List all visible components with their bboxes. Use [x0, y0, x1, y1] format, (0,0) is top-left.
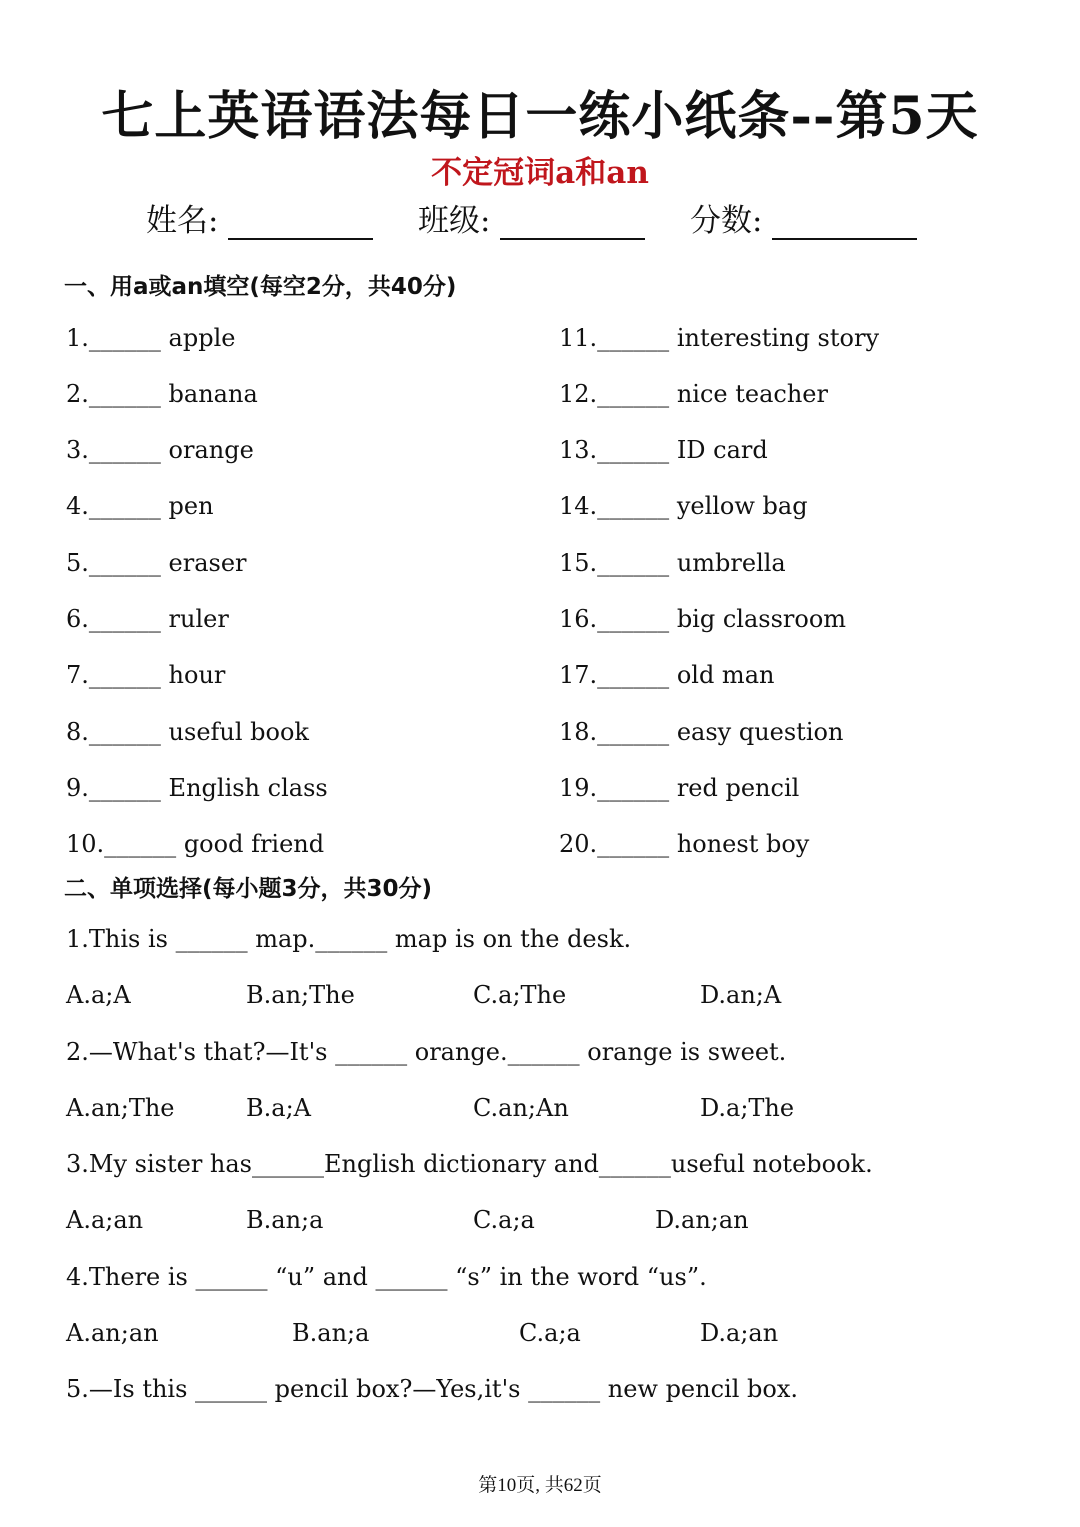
fill-item-3[interactable]: 3.______ orange — [66, 436, 254, 464]
mc-option[interactable]: D.a;The — [700, 1094, 795, 1122]
mc-question-3: 3.My sister has______English dictionary and______useful notebook. — [66, 1150, 873, 1178]
name-line[interactable] — [228, 210, 373, 240]
section2-heading: 二、单项选择(每小题3分，共30分) — [64, 876, 433, 902]
mc-option[interactable]: D.a;an — [700, 1319, 779, 1347]
fill-item-8[interactable]: 8.______ useful book — [66, 718, 309, 746]
mc-option[interactable]: B.a;A — [246, 1094, 311, 1122]
mc-option[interactable]: C.a;The — [473, 981, 567, 1009]
class-line[interactable] — [500, 210, 645, 240]
mc-option[interactable]: B.an;The — [246, 981, 355, 1009]
page-title: 七上英语语法每日一练小纸条--第5天 — [101, 86, 979, 147]
fill-item-18[interactable]: 18.______ easy question — [559, 718, 844, 746]
mc-question-2: 2.—What's that?—It's ______ orange.______ orange is sweet. — [66, 1038, 787, 1066]
class-label: 班级: — [418, 203, 491, 239]
mc-option[interactable]: D.an;A — [700, 981, 782, 1009]
score-label: 分数: — [690, 203, 763, 239]
fill-item-14[interactable]: 14.______ yellow bag — [559, 492, 808, 520]
mc-option[interactable]: A.a;A — [66, 981, 131, 1009]
score-line[interactable] — [772, 210, 917, 240]
fill-item-11[interactable]: 11.______ interesting story — [559, 324, 879, 352]
mc-option[interactable]: D.an;an — [655, 1206, 749, 1234]
score-field[interactable] — [690, 195, 917, 240]
fill-item-2[interactable]: 2.______ banana — [66, 380, 258, 408]
fill-item-12[interactable]: 12.______ nice teacher — [559, 380, 828, 408]
mc-option[interactable]: B.an;a — [292, 1319, 370, 1347]
page-subtitle: 不定冠词a和an — [431, 155, 649, 191]
mc-question-4: 4.There is ______ “u” and ______ “s” in the word “us”. — [66, 1263, 707, 1291]
fill-item-20[interactable]: 20.______ honest boy — [559, 830, 810, 858]
mc-option[interactable]: A.a;an — [66, 1206, 144, 1234]
fill-item-19[interactable]: 19.______ red pencil — [559, 774, 800, 802]
fill-item-1[interactable]: 1.______ apple — [66, 324, 236, 352]
mc-option[interactable]: C.a;a — [473, 1206, 535, 1234]
fill-item-10[interactable]: 10.______ good friend — [66, 830, 325, 858]
page-number: 第10页, 共62页 — [478, 1475, 602, 1496]
mc-option[interactable]: C.an;An — [473, 1094, 569, 1122]
fill-item-15[interactable]: 15.______ umbrella — [559, 549, 786, 577]
section1-heading: 一、用a或an填空(每空2分，共40分) — [64, 274, 457, 300]
fill-item-6[interactable]: 6.______ ruler — [66, 605, 229, 633]
fill-item-9[interactable]: 9.______ English class — [66, 774, 328, 802]
fill-item-13[interactable]: 13.______ ID card — [559, 436, 768, 464]
mc-question-5: 5.—Is this ______ pencil box?—Yes,it's ______ new pencil box. — [66, 1375, 798, 1403]
mc-option[interactable]: A.an;The — [66, 1094, 175, 1122]
class-field[interactable] — [418, 195, 645, 240]
name-label: 姓名: — [146, 203, 219, 239]
fill-item-4[interactable]: 4.______ pen — [66, 492, 214, 520]
mc-question-1: 1.This is ______ map.______ map is on the desk. — [66, 925, 632, 953]
fill-item-7[interactable]: 7.______ hour — [66, 661, 226, 689]
mc-option[interactable]: B.an;a — [246, 1206, 324, 1234]
name-field[interactable] — [146, 195, 373, 240]
fill-item-5[interactable]: 5.______ eraser — [66, 549, 247, 577]
mc-option[interactable]: C.a;a — [519, 1319, 581, 1347]
fill-item-16[interactable]: 16.______ big classroom — [559, 605, 847, 633]
fill-item-17[interactable]: 17.______ old man — [559, 661, 775, 689]
mc-option[interactable]: A.an;an — [66, 1319, 159, 1347]
